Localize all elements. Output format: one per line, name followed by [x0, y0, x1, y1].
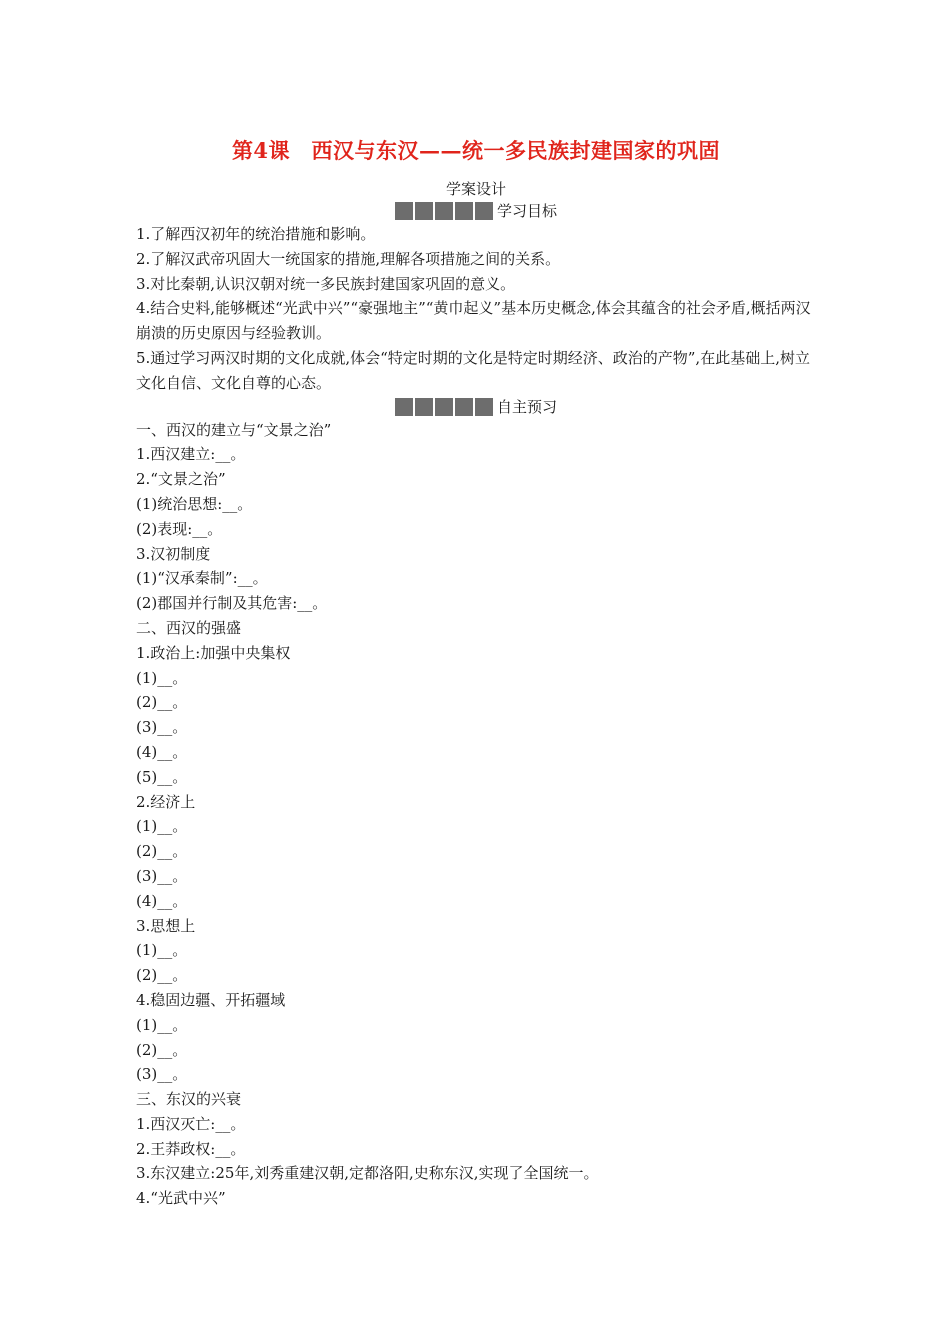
- preview-line: (2)__。: [136, 842, 188, 861]
- preview-line: (5)__。: [136, 767, 188, 786]
- preview-line: 2.“文景之治”: [136, 470, 226, 489]
- section-heading-label: 学习目标: [496, 202, 557, 220]
- preview-line: (2)表现:__。: [136, 519, 223, 538]
- preview-line: 3.汉初制度: [136, 544, 211, 563]
- preview-line: 1.西汉建立:__。: [136, 445, 246, 464]
- heading-decoration-blocks: [395, 202, 495, 220]
- preview-line: (3)__。: [136, 1065, 188, 1084]
- preview-line: 二、西汉的强盛: [136, 618, 242, 637]
- preview-line: (1)统治思想:__。: [136, 494, 253, 513]
- preview-line: 三、东汉的兴衰: [136, 1090, 242, 1109]
- section-heading-label: 自主预习: [496, 397, 557, 416]
- lesson-title: 第4课 西汉与东汉——统一多民族封建国家的巩固: [231, 138, 721, 163]
- document-page: [136, 136, 816, 1211]
- preview-line: (2)__。: [136, 966, 188, 985]
- section-heading-preview: [136, 396, 816, 418]
- preview-line: (1)“汉承秦制”:__。: [136, 569, 268, 588]
- preview-line: 3.东汉建立:25年,刘秀重建汉朝,定都洛阳,史称东汉,实现了全国统一。: [136, 1164, 599, 1183]
- objective-item: 3.对比秦朝,认识汉朝对统一多民族封建国家巩固的意义。: [136, 274, 516, 293]
- objective-item: 1.了解西汉初年的统治措施和影响。: [136, 225, 376, 243]
- preview-line: 4.“光武中兴”: [136, 1189, 226, 1208]
- preview-line: (1)__。: [136, 941, 188, 960]
- heading-decoration-blocks: [395, 398, 495, 416]
- preview-line: (1)__。: [136, 668, 188, 687]
- preview-line: (1)__。: [136, 817, 188, 836]
- preview-line: (2)__。: [136, 693, 188, 712]
- preview-line: (3)__。: [136, 866, 188, 885]
- objectives-list: [136, 222, 816, 396]
- preview-line: 一、西汉的建立与“文景之治”: [136, 420, 332, 439]
- objective-item: 2.了解汉武帝巩固大一统国家的措施,理解各项措施之间的关系。: [136, 249, 561, 268]
- preview-list: [136, 418, 816, 1212]
- preview-line: 3.思想上: [136, 916, 196, 935]
- preview-line: 4.稳固边疆、开拓疆域: [136, 990, 286, 1009]
- preview-line: 1.政治上:加强中央集权: [136, 643, 291, 662]
- preview-line: (1)__。: [136, 1015, 188, 1034]
- preview-line: 2.经济上: [136, 792, 196, 811]
- preview-line: 2.王莽政权:__。: [136, 1139, 246, 1158]
- objective-item: 4.结合史料,能够概述“光武中兴”“豪强地主”“黄巾起义”基本历史概念,体会其蕴含的社会矛盾,概括两汉崩溃的历史原因与经验教训。: [136, 299, 811, 343]
- preview-line: (4)__。: [136, 891, 188, 910]
- objective-item: 5.通过学习两汉时期的文化成就,体会“特定时期的文化是特定时期经济、政治的产物”,在此基础上,树立文化自信、文化自尊的心态。: [136, 348, 810, 392]
- preview-line: 1.西汉灭亡:__。: [136, 1114, 246, 1133]
- preview-line: (2)郡国并行制及其危害:__。: [136, 594, 328, 613]
- section-heading-objectives: [136, 200, 816, 222]
- subtitle: 学案设计: [445, 180, 506, 198]
- preview-line: (3)__。: [136, 718, 188, 737]
- preview-line: (4)__。: [136, 742, 188, 761]
- preview-line: (2)__。: [136, 1040, 188, 1059]
